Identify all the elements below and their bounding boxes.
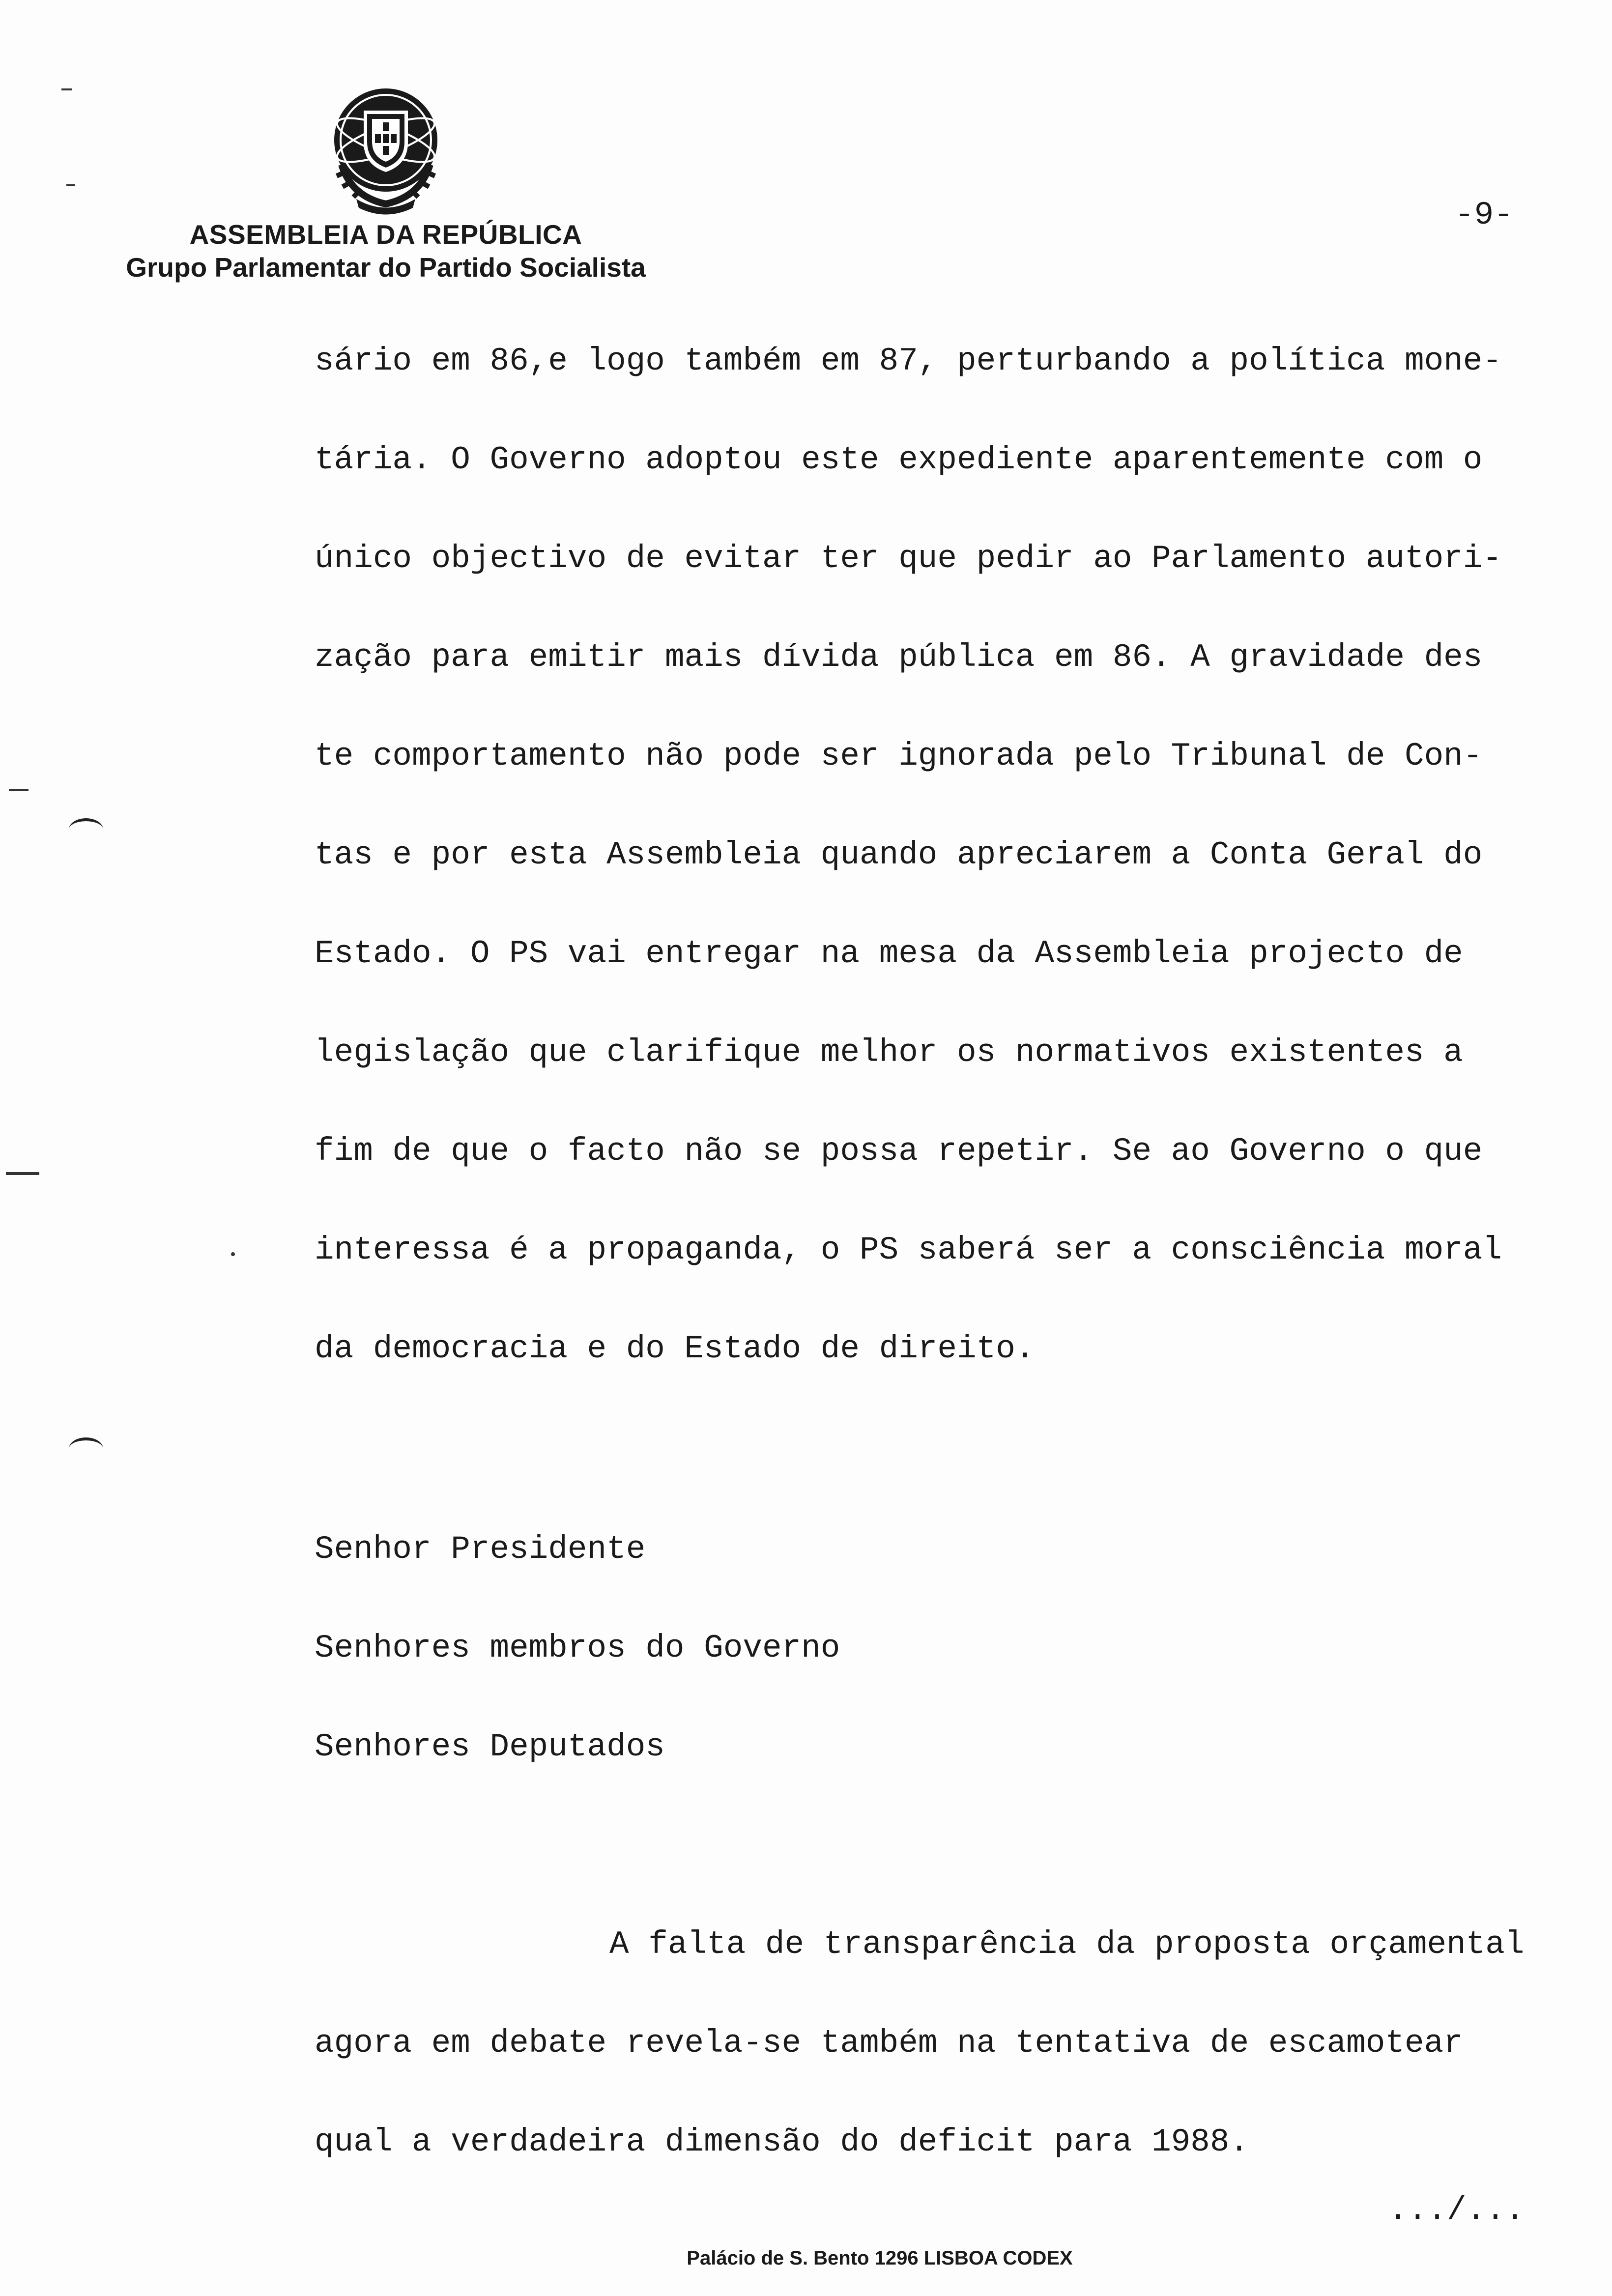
salutation-line: Senhores membros do Governo xyxy=(315,1630,840,1666)
text-line: tas e por esta Assembleia quando apreciarem a Conta Geral do xyxy=(315,836,1483,873)
footer-address: Palácio de S. Bento 1296 LISBOA CODEX xyxy=(687,2247,1073,2269)
salutation-line: Senhor Presidente xyxy=(315,1531,646,1568)
text-line: único objectivo de evitar ter que pedir ao Parlamento autori- xyxy=(315,540,1502,577)
text-line: qual a verdadeira dimensão do deficit para 1988. xyxy=(315,2124,1249,2160)
text-line: Estado. O PS vai entregar na mesa da Assembleia projecto de xyxy=(315,935,1463,972)
institution-name: ASSEMBLEIA DA REPÚBLICA xyxy=(189,219,582,250)
parliamentary-group: Grupo Parlamentar do Partido Socialista xyxy=(126,252,646,283)
text-line: zação para emitir mais dívida pública em 86. A gravidade des xyxy=(315,639,1483,676)
text-line: A falta de transparência da proposta orçamental xyxy=(609,1926,1525,1963)
page-number: -9- xyxy=(1455,197,1513,233)
paragraph-2 xyxy=(315,1923,1553,2219)
text-line: te comportamento não pode ser ignorada pelo Tribunal de Con- xyxy=(315,738,1483,775)
scan-mark xyxy=(61,88,72,90)
paragraph-1 xyxy=(315,339,1553,1426)
coat-of-arms-icon xyxy=(322,81,450,216)
continuation-mark: .../... xyxy=(1388,2192,1525,2229)
text-line: tária. O Governo adoptou este expediente aparentemente com o xyxy=(315,441,1483,478)
text-line: interessa é a propaganda, o PS saberá ser a consciência moral xyxy=(315,1232,1502,1268)
text-line: da democracia e do Estado de direito. xyxy=(315,1330,1035,1367)
scan-mark xyxy=(69,818,103,841)
scan-mark xyxy=(69,1437,103,1460)
text-line: fim de que o facto não se possa repetir. Se ao Governo o que xyxy=(315,1133,1483,1170)
scan-mark xyxy=(231,1252,235,1256)
text-line: legislação que clarifique melhor os normativos existentes a xyxy=(315,1034,1463,1071)
scan-mark xyxy=(66,184,75,186)
scan-mark xyxy=(6,1172,39,1175)
text-line: agora em debate revela-se também na tentativa de escamotear xyxy=(315,2025,1463,2062)
salutation xyxy=(315,1527,840,1824)
scan-mark xyxy=(9,789,29,791)
text-line: sário em 86,e logo também em 87, perturbando a política mone- xyxy=(315,343,1502,379)
salutation-line: Senhores Deputados xyxy=(315,1728,665,1765)
